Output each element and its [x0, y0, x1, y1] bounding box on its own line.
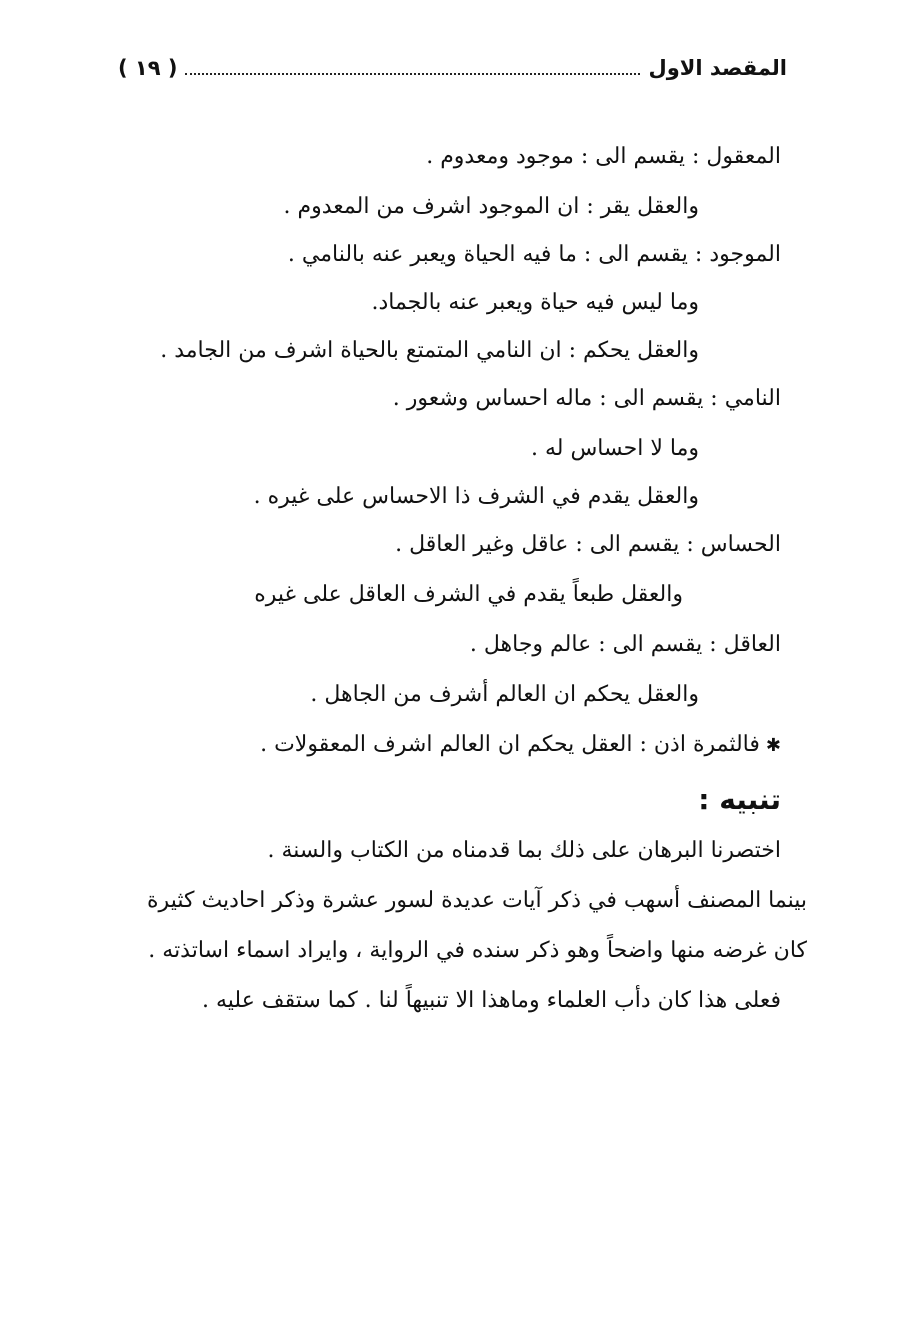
asterisk-icon: ✱: [765, 735, 781, 756]
page-number: ( ١٩ ): [118, 56, 178, 80]
conclusion-line: [260, 730, 781, 761]
text-line: والعقل طبعاً يقدم في الشرف العاقل على غيره: [254, 582, 683, 607]
text-line: والعقل يحكم : ان النامي المتمتع بالحياة اشرف من الجامد .: [160, 338, 699, 363]
note-line: كان غرضه منها واضحاً وهو ذكر سنده في الرواية ، وايراد اسماء اساتذته .: [148, 938, 807, 963]
chapter-title: المقصد الاول: [648, 56, 787, 80]
conclusion-text: فالثمرة اذن : العقل يحكم ان العالم اشرف المعقولات .: [260, 732, 760, 757]
running-header: [118, 48, 787, 88]
text-line: المعقول : يقسم الى : موجود ومعدوم .: [426, 144, 781, 169]
text-line: النامي : يقسم الى : ماله احساس وشعور .: [392, 386, 781, 411]
note-line: بينما المصنف أسهب في ذكر آيات عديدة لسور عشرة وذكر احاديث كثيرة: [147, 888, 807, 913]
note-line: اختصرنا البرهان على ذلك بما قدمناه من الكتاب والسنة .: [267, 838, 781, 863]
text-line: وما لا احساس له .: [530, 436, 699, 461]
dotted-leader: [185, 73, 640, 75]
text-line: والعقل يقدم في الشرف ذا الاحساس على غيره .: [253, 484, 699, 509]
text-line: والعقل يحكم ان العالم أشرف من الجاهل .: [310, 682, 699, 707]
note-heading: تنبيه :: [698, 783, 781, 816]
text-line: والعقل يقر : ان الموجود اشرف من المعدوم .: [283, 194, 699, 219]
text-line: العاقل : يقسم الى : عالم وجاهل .: [469, 632, 781, 657]
text-line: الموجود : يقسم الى : ما فيه الحياة ويعبر عنه بالنامي .: [287, 242, 781, 267]
note-line: فعلى هذا كان دأب العلماء وماهذا الا تنبيهاً لنا . كما ستقف عليه .: [201, 988, 781, 1013]
text-line: وما ليس فيه حياة ويعبر عنه بالجماد.: [371, 290, 699, 315]
text-line: الحساس : يقسم الى : عاقل وغير العاقل .: [395, 532, 781, 557]
